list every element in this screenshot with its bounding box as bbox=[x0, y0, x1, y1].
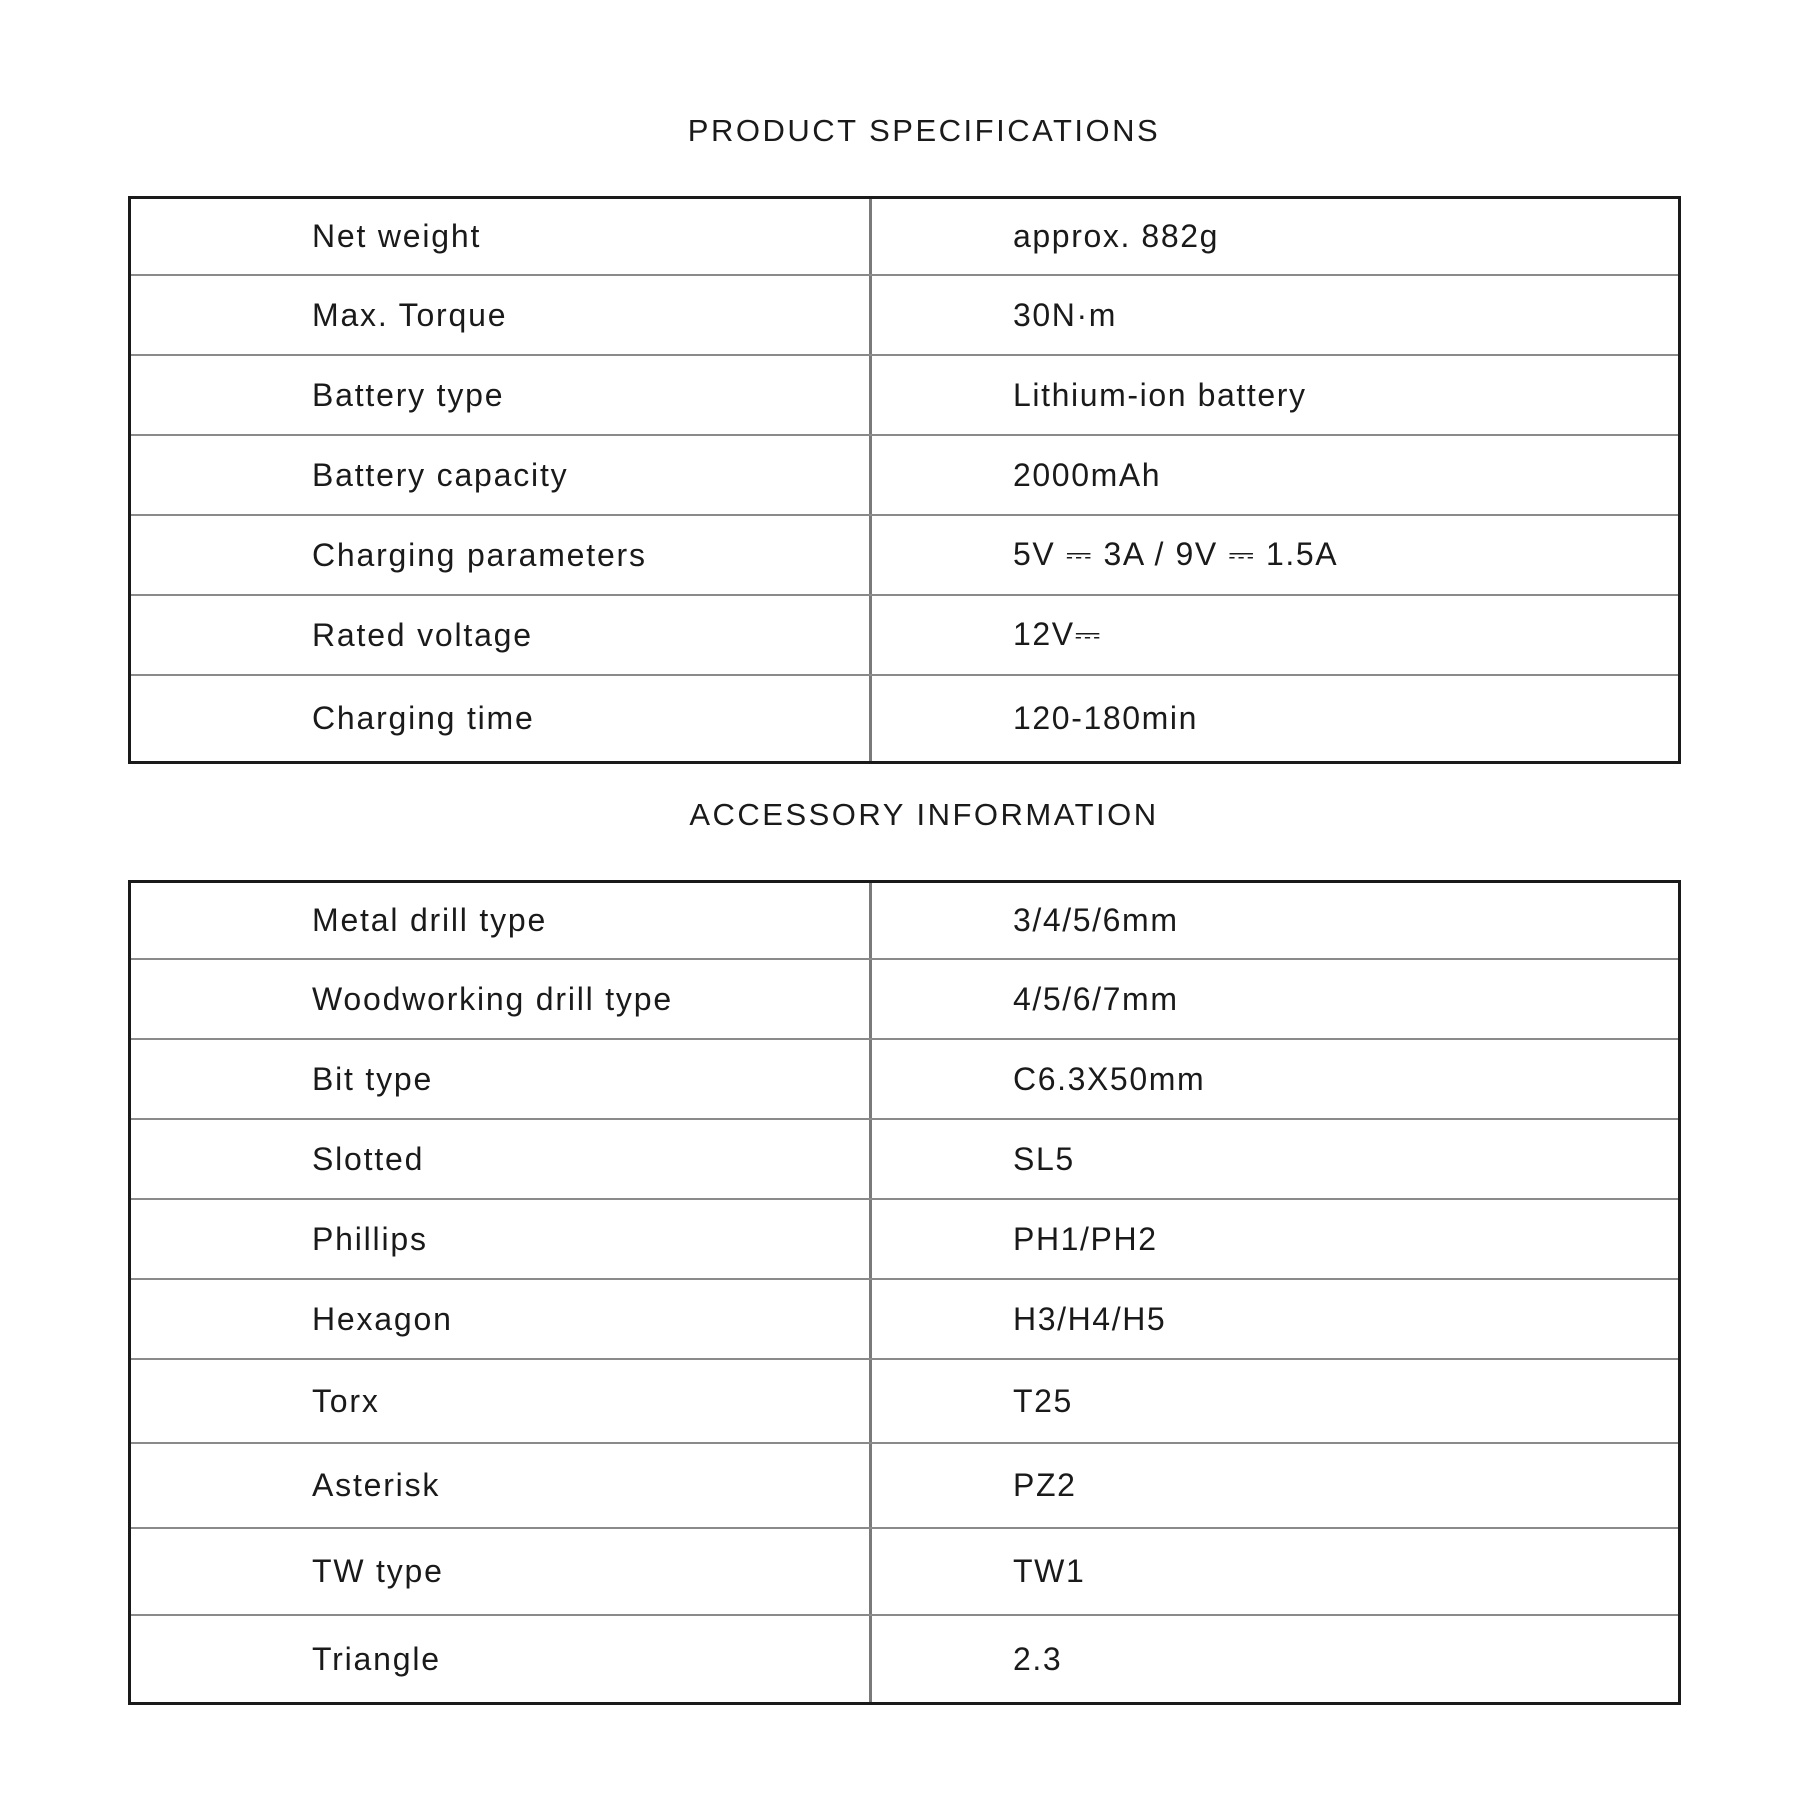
accessory-information-table bbox=[128, 880, 1681, 1705]
spec-value: C6.3X50mm bbox=[1013, 1060, 1206, 1097]
table-row bbox=[131, 1360, 1678, 1444]
table-row bbox=[131, 356, 1678, 436]
table-row bbox=[131, 1280, 1678, 1360]
table-row bbox=[131, 1529, 1678, 1616]
spec-value: T25 bbox=[1013, 1382, 1073, 1419]
spec-value: PH1/PH2 bbox=[1013, 1220, 1158, 1257]
spec-label: Bit type bbox=[131, 1040, 872, 1118]
spec-value: 30N·m bbox=[1013, 296, 1118, 333]
spec-label: Asterisk bbox=[131, 1444, 872, 1527]
spec-value: 5V ⎓ 3A / 9V ⎓ 1.5A bbox=[1013, 536, 1339, 572]
table-row bbox=[131, 1040, 1678, 1120]
product-specifications-title: PRODUCT SPECIFICATIONS bbox=[687, 113, 1161, 148]
spec-label: Charging parameters bbox=[131, 516, 872, 594]
table-row bbox=[131, 1444, 1678, 1529]
spec-value: Lithium-ion battery bbox=[1013, 376, 1307, 413]
spec-label: Net weight bbox=[131, 199, 872, 274]
table-row bbox=[131, 516, 1678, 596]
spec-label: Hexagon bbox=[131, 1280, 872, 1358]
spec-label: Woodworking drill type bbox=[131, 960, 872, 1038]
table-row bbox=[131, 276, 1678, 356]
spec-label: Phillips bbox=[131, 1200, 872, 1278]
table-row bbox=[131, 436, 1678, 516]
spec-label: Rated voltage bbox=[131, 596, 872, 674]
table-row bbox=[131, 1200, 1678, 1280]
table-row bbox=[131, 596, 1678, 676]
spec-label: Slotted bbox=[131, 1120, 872, 1198]
accessory-information-title: ACCESSORY INFORMATION bbox=[689, 797, 1159, 832]
spec-label: Triangle bbox=[131, 1616, 872, 1702]
product-specifications-table bbox=[128, 196, 1681, 764]
spec-label: Battery type bbox=[131, 356, 872, 434]
spec-label: Metal drill type bbox=[131, 883, 872, 958]
spec-value: 4/5/6/7mm bbox=[1013, 980, 1179, 1017]
spec-label: Torx bbox=[131, 1360, 872, 1442]
spec-value: SL5 bbox=[1013, 1140, 1075, 1177]
spec-value: 3/4/5/6mm bbox=[1013, 902, 1179, 938]
spec-value: TW1 bbox=[1013, 1553, 1086, 1589]
spec-label: Charging time bbox=[131, 676, 872, 761]
spec-label: Max. Torque bbox=[131, 276, 872, 354]
table-row bbox=[131, 1616, 1678, 1702]
spec-value: 12V⎓ bbox=[1013, 616, 1102, 652]
table-row bbox=[131, 1120, 1678, 1200]
spec-label: Battery capacity bbox=[131, 436, 872, 514]
spec-value: PZ2 bbox=[1013, 1467, 1077, 1503]
table-row bbox=[131, 199, 1678, 276]
spec-value: H3/H4/H5 bbox=[1013, 1300, 1167, 1337]
table-row bbox=[131, 960, 1678, 1040]
table-row bbox=[131, 676, 1678, 761]
spec-label: TW type bbox=[131, 1529, 872, 1614]
spec-value: approx. 882g bbox=[1013, 218, 1220, 254]
spec-value: 2000mAh bbox=[1013, 456, 1162, 493]
spec-value: 2.3 bbox=[1013, 1640, 1063, 1677]
spec-value: 120-180min bbox=[1013, 700, 1198, 736]
table-row bbox=[131, 883, 1678, 960]
